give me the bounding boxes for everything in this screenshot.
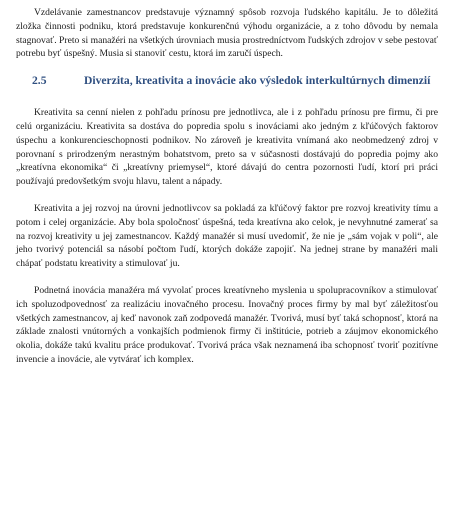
paragraph-creativity-value: Kreativita sa cenní nielen z pohľadu prínosu pre jednotlivca, ale i z pohľadu prínosu pre firmu, či pre celú organizáciu. Kreativita sa dostáva do popredia spolu s inováciami ako jedným z kľúčových faktorov úspechu a konkurencieschopnosti podnikov. No zároveň je kreativita vnímaná ako neobmedzený zdroj v porovnaní s prirodzeným nerastným bohatstvom, preto sa v súčasnosti dostávajú do popredia pojmy ako „kreatívna ekonomika“ či „kreatívny priemysel“, ktoré dávajú do centra pozornosti ľudí, ktorí pri práci používajú predovšetkým svoju hlavu, talent a nápady. <box>16 107 438 188</box>
section-number: 2.5 <box>32 74 47 88</box>
paragraph-creativity-development: Kreativita a jej rozvoj na úrovni jednotlivcov sa pokladá za kľúčový faktor pre rozvoj kreativity tímu a potom i celej organizácie. Aby bola spoločnosť úspešná, teda kreatívna ako celok, je nevyhnutné zamerať sa na rozvoj kreativity u jej zamestnancov. Každý manažér si musí uvedomiť, že nie je „sám vojak v poli“, ale jeho tvorivý potenciál sa násobí počtom ľudí, ktorých dokáže zapojiť. Na jednej strane by manažéri mali chápať podstatu kreativity a stimulovať ju. <box>16 202 438 270</box>
paragraph-manager-innovation: Podnetná inovácia manažéra má vyvolať proces kreatívneho myslenia u spolupracovníkov a stimulovať ich spoluzodpovednosť za realizáciu inovačného procesu. Inovačný proces firmy by mal byť záležitosťou všetkých zamestnancov, aj keď navonok zaň zodpovedá manažér. Tvorivá, musí byť taká schopnosť, ktorá na základe znalosti vnútorných a vonkajších podmienok firmy či inštitúcie, potrieb a záujmov ekonomického okolia, dokáže takú kvalitu práce produkovať. Tvorivá práca však neznamená iba schopnosť tvoriť pozitívne invencie a inovácie, ale vytvárať ich komplex. <box>16 284 438 365</box>
intro-paragraph: Vzdelávanie zamestnancov predstavuje významný spôsob rozvoja ľudského kapitálu. Je to dôležitá zložka činnosti podniku, ktorá predstavuje konkurenčnú výhodu organizácie, a z toho dôvodu by nemala stagnovať. Preto si manažéri na všetkých úrovniach musia prostredníctvom ľudských zdrojov v sebe pestovať potrebu byť úspešný. Musia si stanoviť cestu, ktorá im zaručí úspech. <box>16 7 438 60</box>
section-title: Diverzita, kreativita a inovácie ako výsledok interkultúrnych dimenzií <box>84 74 431 88</box>
section-heading <box>16 73 438 89</box>
